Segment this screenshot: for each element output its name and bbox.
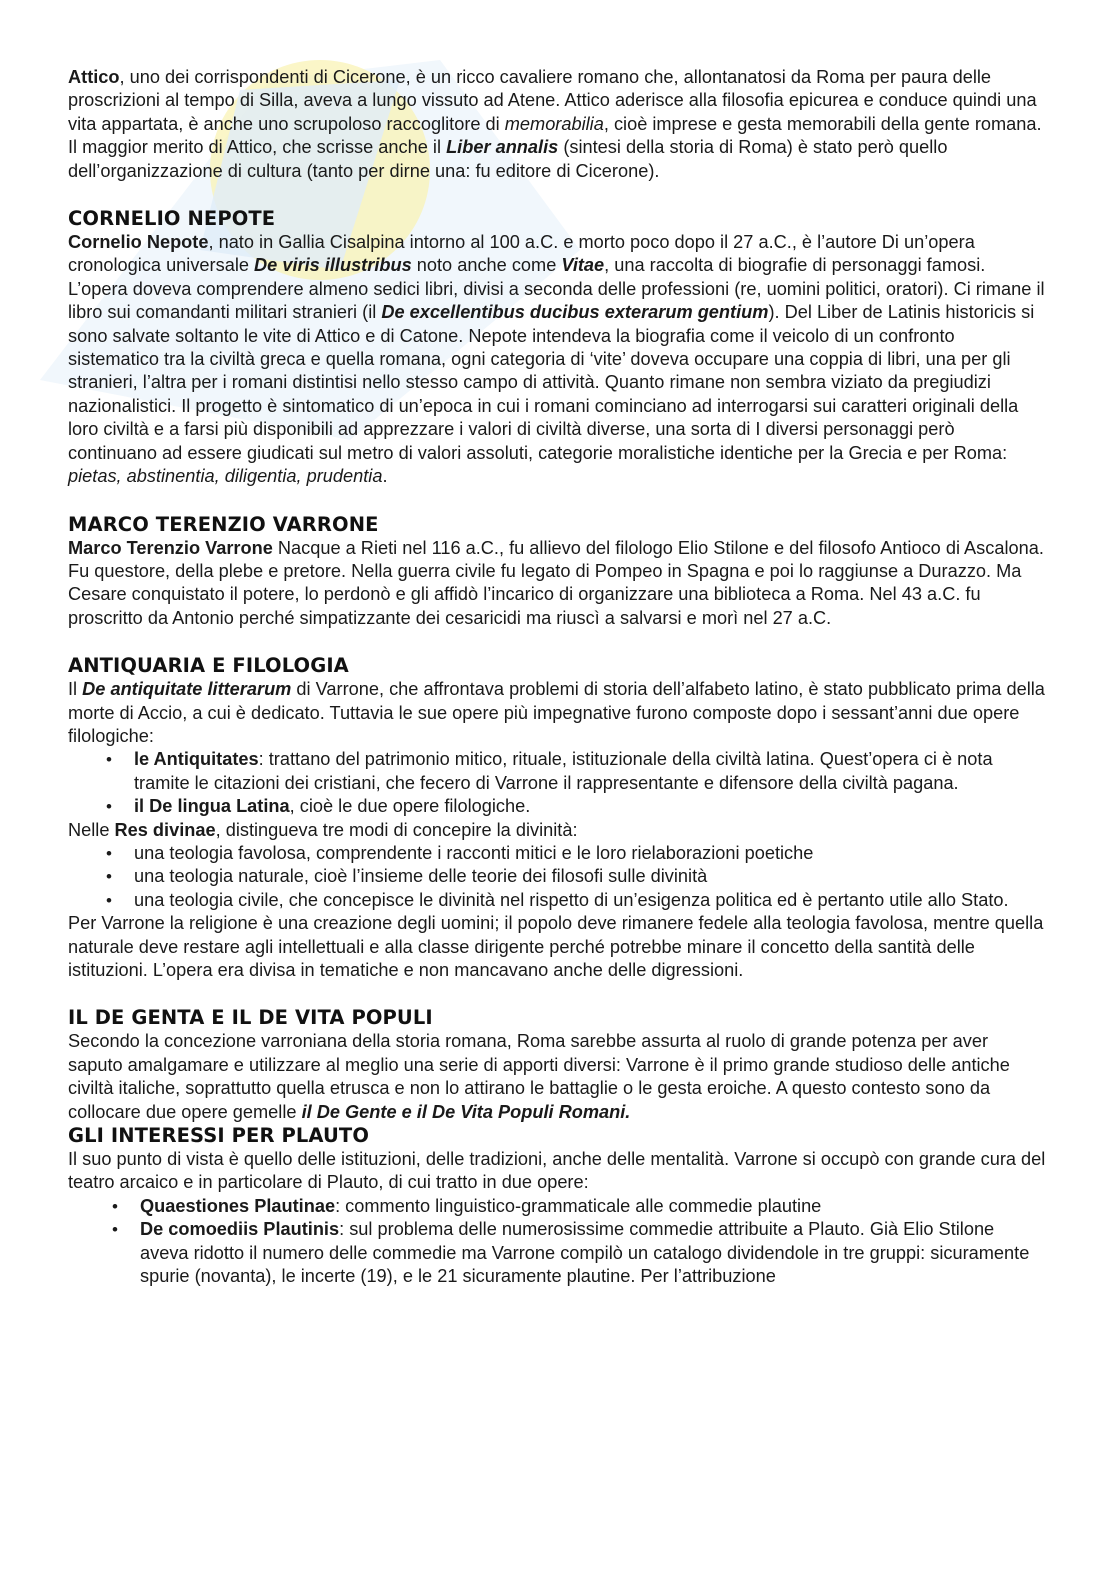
paragraph-antiquaria-run: Il [68,679,83,700]
list-item-run: una teologia civile, che concepisce le divinità nel rispetto di un’esigenza politica ed è pertanto utile allo Stato. [134,889,1009,910]
list-item [68,842,1046,865]
paragraph-plauto [68,1148,1046,1195]
paragraph-res-divinae-run: Nelle [68,819,115,840]
paragraph-res-divinae-run: , distingueva tre modi di concepire la divinità: [215,819,578,840]
paragraph-plauto-run: Il suo punto di vista è quello delle istituzioni, delle tradizioni, anche delle mentalità. Varrone si occupò con grande cura del teatro arcaico e in particolare di Plauto, di cui tratto in due opere: [68,1149,1046,1193]
list-item [68,1218,1046,1288]
list-item-run: il De lingua Latina [134,796,290,817]
paragraph-nepote [68,231,1046,488]
paragraph-attico-run: (sintesi della storia di Roma) è stato però quello dell’organizzazione di cultura (tanto per dirne una: fu editore di Cicerone). [68,137,948,181]
paragraph-nepote-run: Vitae [561,255,605,276]
list-item-run: , cioè le due opere filologiche. [289,796,531,817]
heading-de-genta: IL DE GENTA E IL DE VITA POPULI [68,1006,433,1030]
paragraph-nepote-run: Cornelio Nepote [68,232,209,253]
paragraph-nepote-run: , una raccolta di biografie di personaggi famosi. L’opera doveva comprendere almeno sedici libri, divisi a seconda delle professioni (re, uomini politici, oratori). Ci rimane il libro sui comandanti militari stranieri (il [68,255,1045,323]
paragraph-religione-run: Per Varrone la religione è una creazione degli uomini; il popolo deve rimanere fedele alla teologia favolosa, mentre quella naturale deve restare agli intellettuali e alla classe dirigente perché potrebbe minare il concetto della santità delle istituzioni. L’opera era divisa in tematiche e non mancavano anche delle digressioni. [68,913,1044,980]
heading-marco-terenzio-varrone: MARCO TERENZIO VARRONE [68,512,379,536]
paragraph-nepote-run: noto anche come [411,255,562,276]
paragraph-attico-run: , cioè imprese e gesta memorabili della gente romana. Il maggior merito di Attico, che scrisse anche il [68,113,1042,158]
list-item-run: De comoediis Plautinis [140,1219,340,1240]
list-item-run: : sul problema delle numerosissime commedie attribuite a Plauto. Già Elio Stilone aveva ridotto il numero delle commedie ma Varrone compilò un catalogo dividendole in tre gruppi: sicuramente spurie (novanta), le incerte (19), e le 21 sicuramente plautine. Per l’attribuzione [140,1219,1030,1287]
list-item [68,795,1046,818]
paragraph-de-genta-run: Secondo la concezione varroniana della storia romana, Roma sarebbe assurta al ruolo di grande potenza per aver saputo amalgamare e utilizzare al meglio una serie di apporti diversi: Varrone è il primo grande studioso delle antiche civiltà italiche, soprattutto quella etrusca e non lo attirano le battaglie o le gesta eroiche. A questo contesto sono da collocare due opere gemelle [68,1031,1010,1122]
paragraph-attico-run: , uno dei corrispondenti di Cicerone, è un ricco cavaliere romano che, allontanatosi da Roma per paura delle proscrizioni al tempo di Silla, aveva a lungo vissuto ad Atene. Attico aderisce alla filosofia epicurea e conduce quindi una vita appartata, è anche uno scrupoloso raccoglitore di [68,67,1037,134]
paragraph-antiquaria-run: di Varrone, che affrontava problemi di storia dell’alfabeto latino, è stato pubblicato prima della morte di Accio, a cui è dedicato. Tuttavia le sue opere più impegnative furono composte dopo i sessant’anni due opere filologiche: [68,679,1045,746]
list-item [68,1195,1046,1218]
list-item-run: le Antiquitates [134,749,259,770]
paragraph-varrone [68,537,1046,631]
list-item-run: : trattano del patrimonio mitico, rituale, istituzionale della civiltà latina. Quest’opera ci è nota tramite le citazioni dei cristiani, che fecero di Varrone il rappresentante e difensore della civiltà pagana. [134,749,993,793]
paragraph-varrone-run: Nacque a Rieti nel 116 a.C., fu allievo del filologo Elio Stilone e del filosofo Antioco di Ascalona. Fu questore, della plebe e pretore. Nella guerra civile fu legato di Pompeo in Spagna e poi lo raggiunse a Durazzo. Ma Cesare conquistato il potere, lo perdonò e gli affidò l’incarico di organizzare una biblioteca a Roma. Nel 43 a.C. fu proscritto da Antonio perché simpatizzante dei cesaricidi ma riuscì a salvarsi e morì nel 27 a.C. [68,537,1044,628]
list-item-run: una teologia naturale, cioè l’insieme delle teorie dei filosofi sulle divinità [134,866,708,887]
list-teologie [68,842,1046,912]
list-opere-plauto [68,1195,1046,1289]
paragraph-attico-run: Attico [68,67,120,87]
document-page [68,66,1046,1288]
paragraph-religione [68,912,1046,982]
paragraph-antiquaria [68,678,1046,748]
paragraph-nepote-run: ). Del Liber de Latinis historicis si sono salvate soltanto le vite di Attico e di Catone. Nepote intendeva la biografia come il veicolo di un confronto sistematico tra la civiltà greca e quella romana, ogni categoria di ‘vite’ doveva occupare una coppia di libri, una per gli stranieri, l’altra per i romani distintisi nello stesso campo di attività. Quanto rimane non sembra viziato da pregiudizi nazionalistici. Il progetto è sintomatico di un’epoca in cui i romani cominciano ad interrogarsi sui caratteri originali della loro civiltà e a farsi più disponibili ad apprezzare i valori di civiltà diverse, una sorta di I diversi personaggi però continuano ad essere giudicati sul metro di valori assoluti, categorie moralistiche identiche per la Grecia e per Roma: [68,302,1035,463]
paragraph-nepote-run: , nato in Gallia Cisalpina intorno al 100 a.C. e morto poco dopo il 27 a.C., è l’autore Di un’opera cronologica universale [68,232,975,276]
paragraph-nepote-run: De excellentibus ducibus exterarum gentium [381,302,769,323]
paragraph-res-divinae-run: Res divinae [114,819,216,840]
list-item [68,889,1046,912]
list-item-run: Quaestiones Plautinae [140,1195,336,1216]
paragraph-antiquaria-run: De antiquitate litterarum [82,679,292,700]
paragraph-varrone-run: Marco Terenzio Varrone [68,537,273,558]
paragraph-nepote-run: . [382,466,388,487]
heading-cornelio-nepote: CORNELIO NEPOTE [68,207,276,231]
list-item-run: : commento linguistico-grammaticale alle commedie plautine [335,1195,822,1216]
list-opere-filologiche [68,748,1046,818]
list-item [68,865,1046,888]
paragraph-de-genta-run: il De Gente e il De Vita Populi Romani. [301,1101,631,1122]
heading-interessi-plauto: GLI INTERESSI PER PLAUTO [68,1124,370,1148]
paragraph-attico-run: Liber annalis [446,137,559,158]
heading-antiquaria-filologia: ANTIQUARIA E FILOLOGIA [68,654,349,678]
paragraph-res-divinae [68,819,1046,842]
paragraph-attico-run: memorabilia [504,113,604,134]
paragraph-nepote-run: De viris illustribus [254,255,412,276]
paragraph-de-genta [68,1030,1046,1124]
paragraph-attico [68,66,1046,183]
paragraph-nepote-run: pietas, abstinentia, diligentia, prudentia [68,466,383,487]
list-item [68,748,1046,795]
list-item-run: una teologia favolosa, comprendente i racconti mitici e le loro rielaborazioni poetiche [134,842,814,863]
